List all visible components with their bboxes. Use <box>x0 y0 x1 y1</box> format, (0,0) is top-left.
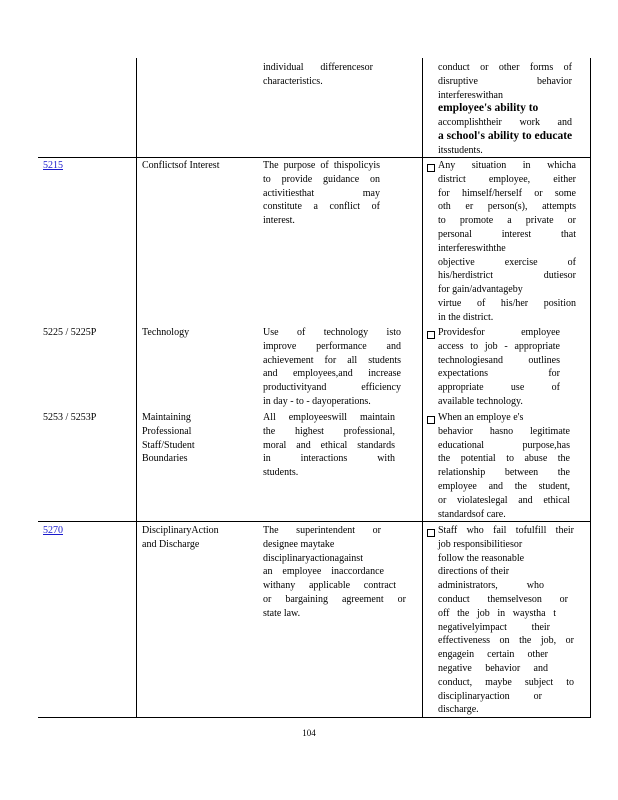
text-line: in the district. <box>438 311 494 323</box>
text-line: interfereswithan <box>438 89 503 101</box>
text-line: The purpose of thispolicyis <box>263 160 380 171</box>
bullet-icon <box>427 329 438 343</box>
text-line: individual differencesor <box>263 62 373 73</box>
text-line: discharge. <box>438 704 479 716</box>
policy-title <box>142 159 231 173</box>
policy-description <box>263 411 395 480</box>
text-line: appropriate use of <box>438 382 560 394</box>
text-line: for gain/advantageby <box>438 284 523 296</box>
text-line: technologiesand outlines <box>438 354 560 366</box>
text-line: improve performance and <box>263 340 401 352</box>
text-line: disciplinaryactionagainst <box>263 552 363 564</box>
bullet-icon <box>427 162 438 176</box>
text-line: a school's ability to educate <box>438 129 573 142</box>
policy-code-5225 <box>43 326 96 340</box>
text-line: conduct themselveson or <box>438 593 568 605</box>
bullet-icon <box>427 414 438 428</box>
text-line: The superintendent or <box>263 525 381 536</box>
policy-description <box>263 159 380 228</box>
policy-link[interactable]: 5215 <box>43 160 63 171</box>
text-line: job responsibilitiesor <box>438 538 523 550</box>
text-line: the potential to abuse the <box>438 453 570 465</box>
text-line: activitiesthat may <box>263 187 380 199</box>
text-line: itsstudents. <box>438 144 483 156</box>
text-line: follow the reasonable <box>438 552 525 564</box>
text-line: Staff/Student <box>142 439 195 451</box>
text-line: or violateslegal and ethical <box>438 494 570 506</box>
bullet-icon <box>427 527 438 541</box>
text-line: disciplinaryaction or <box>438 690 542 702</box>
text-line: off the job in waystha t <box>438 607 556 619</box>
policy-code: 5253 / 5253P <box>43 412 97 423</box>
text-line: When an employe e's <box>438 412 524 423</box>
text-line: directions of their <box>438 566 510 578</box>
text-line: designee maytake <box>263 538 335 550</box>
text-line: Any situation in whicha <box>438 160 576 171</box>
policy-definition <box>438 159 576 325</box>
text-line: district employee, either <box>438 173 576 185</box>
text-line: conduct or other forms of <box>438 62 572 73</box>
text-line: administrators, who <box>438 580 544 592</box>
text-line: access to job - appropriate <box>438 340 560 352</box>
policy-definition <box>438 411 570 521</box>
text-line: negative behavior and <box>438 662 548 674</box>
policy-title <box>142 411 195 466</box>
top-row-definition <box>438 61 572 158</box>
text-line: expectations for <box>438 368 560 380</box>
text-line: standardsof care. <box>438 508 506 520</box>
text-line: accomplishtheir work and <box>438 117 572 129</box>
text-line: or bargaining agreement or <box>263 593 406 605</box>
text-line: to promote a private or <box>438 215 576 227</box>
text-line: Staff who fail tofulfill their <box>438 525 574 536</box>
text-line: state law. <box>263 607 301 619</box>
text-line: relationship between the <box>438 467 570 479</box>
text-line: an employee inaccordance <box>263 566 384 578</box>
policy-title <box>142 524 219 552</box>
text-line: and Discharge <box>142 538 200 550</box>
text-line: objective exercise of <box>438 256 576 268</box>
policy-link[interactable]: 5270 <box>43 525 63 536</box>
text-line: behavior hasno legitimate <box>438 425 570 437</box>
policy-code: 5225 / 5225P <box>43 327 97 338</box>
policy-definition <box>438 326 560 409</box>
text-line: his/herdistrict dutiesor <box>438 270 576 282</box>
text-line: interest. <box>263 215 295 227</box>
text-line: Conflictsof Interest <box>142 160 220 171</box>
text-line: students. <box>263 467 299 479</box>
text-line: characteristics. <box>263 75 323 87</box>
text-line: All employeeswill maintain <box>263 412 395 423</box>
text-line: conduct, maybe subject to <box>438 676 574 688</box>
text-line: virtue of his/her position <box>438 297 576 309</box>
text-line: available technology. <box>438 395 523 407</box>
text-line: educational purpose,has <box>438 439 570 451</box>
text-line: constitute a conflict of <box>263 201 380 213</box>
text-line: Technology <box>142 327 190 338</box>
text-line: Use of technology isto <box>263 327 401 338</box>
text-line: for himself/herself or some <box>438 187 576 199</box>
policy-description <box>263 326 401 409</box>
text-line: interfereswiththe <box>438 242 506 254</box>
policy-code-5215[interactable] <box>43 159 63 173</box>
policy-code-5270[interactable] <box>43 524 63 538</box>
text-line: Providesfor employee <box>438 327 560 338</box>
policy-title <box>142 326 189 340</box>
text-line: negativelyimpact their <box>438 621 550 633</box>
text-line: employee's ability to <box>438 102 539 115</box>
text-line: personal interest that <box>438 228 576 240</box>
text-line: Boundaries <box>142 453 188 465</box>
text-line: in day - to - dayoperations. <box>263 395 371 407</box>
text-line: DisciplinaryAction <box>142 525 219 536</box>
text-line: achievement for all students <box>263 354 401 366</box>
text-line: disruptive behavior <box>438 75 572 87</box>
text-line: Professional <box>142 425 192 437</box>
text-line: in interactions with <box>263 453 395 465</box>
policy-description <box>263 524 406 621</box>
page-number: 104 <box>302 728 316 738</box>
policy-code-5253 <box>43 411 96 425</box>
text-line: oth er person(s), attempts <box>438 201 576 213</box>
text-line: effectiveness on the job, or <box>438 635 574 647</box>
text-line: engagein certain other <box>438 649 548 661</box>
text-line: productivityand efficiency <box>263 382 401 394</box>
policy-definition <box>438 524 574 717</box>
text-line: withany applicable contract <box>263 580 396 592</box>
text-line: the highest professional, <box>263 425 395 437</box>
text-line: Maintaining <box>142 412 191 423</box>
top-row-description <box>263 61 373 89</box>
text-line: to provide guidance on <box>263 173 380 185</box>
text-line: moral and ethical standards <box>263 439 395 451</box>
text-line: employee and the student, <box>438 480 570 492</box>
text-line: and employees,and increase <box>263 368 401 380</box>
